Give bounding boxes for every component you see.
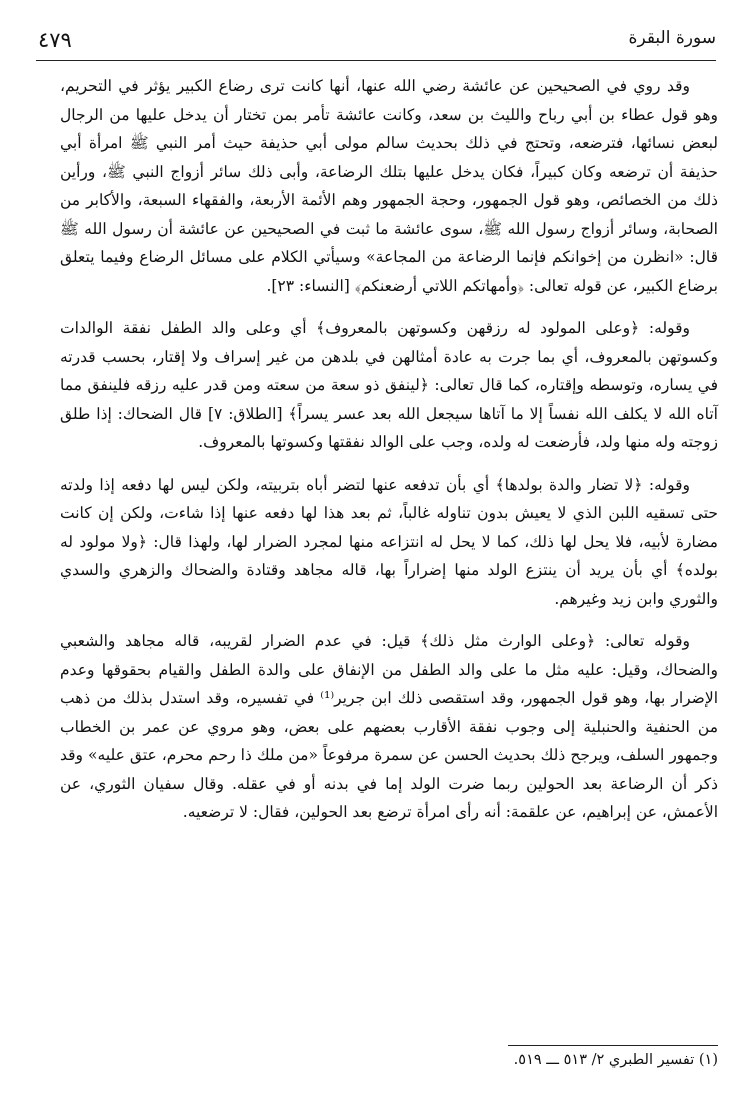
footnote-divider (508, 1045, 718, 1046)
page-header (36, 24, 716, 58)
main-text (60, 72, 718, 827)
surah-title: سورة البقرة (628, 28, 716, 48)
page-number: ٤٧٩ (38, 28, 72, 52)
paragraph: وقوله تعالى: ﴿وعلى الوارث مثل ذلك﴾ قيل: في عدم الضرار لقريبه، قاله مجاهد والشعبي والضحاك، وقيل: عليه مثل ما على والد الطفل من الإنفاق على والدة الطفل والقيام بحقوقها وعدم الإضرار بها، وهو قول الجمهور، وقد استقصى ذلك ابن جرير⁽¹⁾ في تفسيره، وقد استدل بذلك من ذهب من الحنفية والحنبلية إلى وجوب نفقة الأقارب بعضهم على بعض، وهو مروي عن عمر بن الخطاب وجمهور السلف، ويرجح ذلك بحديث الحسن عن سمرة مرفوعاً «من ملك ذا رحم محرم، عتق عليه» وقد ذكر أن الرضاعة بعد الحولين ربما ضرت الولد إما في بدنه أو في عقله. وقال سفيان الثوري، عن الأعمش، عن إبراهيم، عن علقمة: أنه رأى امرأة ترضع بعد الحولين، فقال: لا ترضعيه. (60, 632, 718, 821)
footnote: (١) تفسير الطبري ٢/ ٥١٣ ـــ ٥١٩. (513, 1052, 718, 1068)
paragraph: وقوله: ﴿وعلى المولود له رزقهن وكسوتهن بالمعروف﴾ أي وعلى والد الطفل نفقة الوالدات وكسوتهن بالمعروف، أي بما جرت به عادة أمثالهن في بلدهن من غير إسراف ولا إقتار، بحسب قدرته في يساره، وتوسطه وإقتاره، كما قال تعالى: ﴿لينفق ذو سعة من سعته ومن قدر عليه رزقه فلينفق مما آتاه الله لا يكلف الله نفساً إلا ما آتاها سيجعل الله بعد عسر يسراً﴾ [الطلاق: ٧] قال الضحاك: إذا طلق زوجته وله منها ولد، فأرضعت له ولده، وجب على الوالد نفقتها وكسوتها بالمعروف. (60, 319, 718, 451)
header-divider (36, 60, 716, 61)
paragraph: وقد روي في الصحيحين عن عائشة رضي الله عنها، أنها كانت ترى رضاع الكبير يؤثر في التحريم، وهو قول عطاء بن أبي رباح والليث بن سعد، وكانت عائشة تأمر بمن تختار أن يدخل عليها من الرجال لبعض نسائها، فترضعه، وتحتج في ذلك بحديث سالم مولى أبي حذيفة حيث أمر النبي ﷺ امرأة أبي حذيفة أن ترضعه وكان كبيراً، فكان يدخل عليها بتلك الرضاعة، وأبى ذلك سائر أزواج النبي ﷺ، ورأين ذلك من الخصائص، وهو قول الجمهور، وحجة الجمهور وهم الأئمة الأربعة، والفقهاء السبعة، والأكابر من الصحابة، وسائر أزواج رسول الله ﷺ، سوى عائشة ما ثبت في الصحيحين عن عائشة أن رسول الله ﷺ قال: «انظرن من إخوانكم فإنما الرضاعة من المجاعة» وسيأتي الكلام على مسائل الرضاع وفيما يتعلق برضاع الكبير، عن قوله تعالى: ﴿وأمهاتكم اللاتي أرضعنكم﴾ [النساء: ٢٣]. (60, 77, 718, 295)
paragraph: وقوله: ﴿لا تضار والدة بولدها﴾ أي بأن تدفعه عنها لتضر أباه بتربيته، ولكن ليس لها دفعه إذا ولدته حتى تسقيه اللبن الذي لا يعيش بدون تناوله غالباً، ثم بعد هذا لها دفعه عنها إذا شاءت، ولكن إن كانت مضارة لأبيه، فلا يحل لها ذلك، كما لا يحل له انتزاعه منها لمجرد الضرار لها، ولهذا قال: ﴿ولا مولود له بولده﴾ أي بأن يريد أن ينتزع الولد منها إضراراً بها، قاله مجاهد وقتادة والضحاك والزهري والسدي والثوري وابن زيد وغيرهم. (60, 475, 718, 608)
